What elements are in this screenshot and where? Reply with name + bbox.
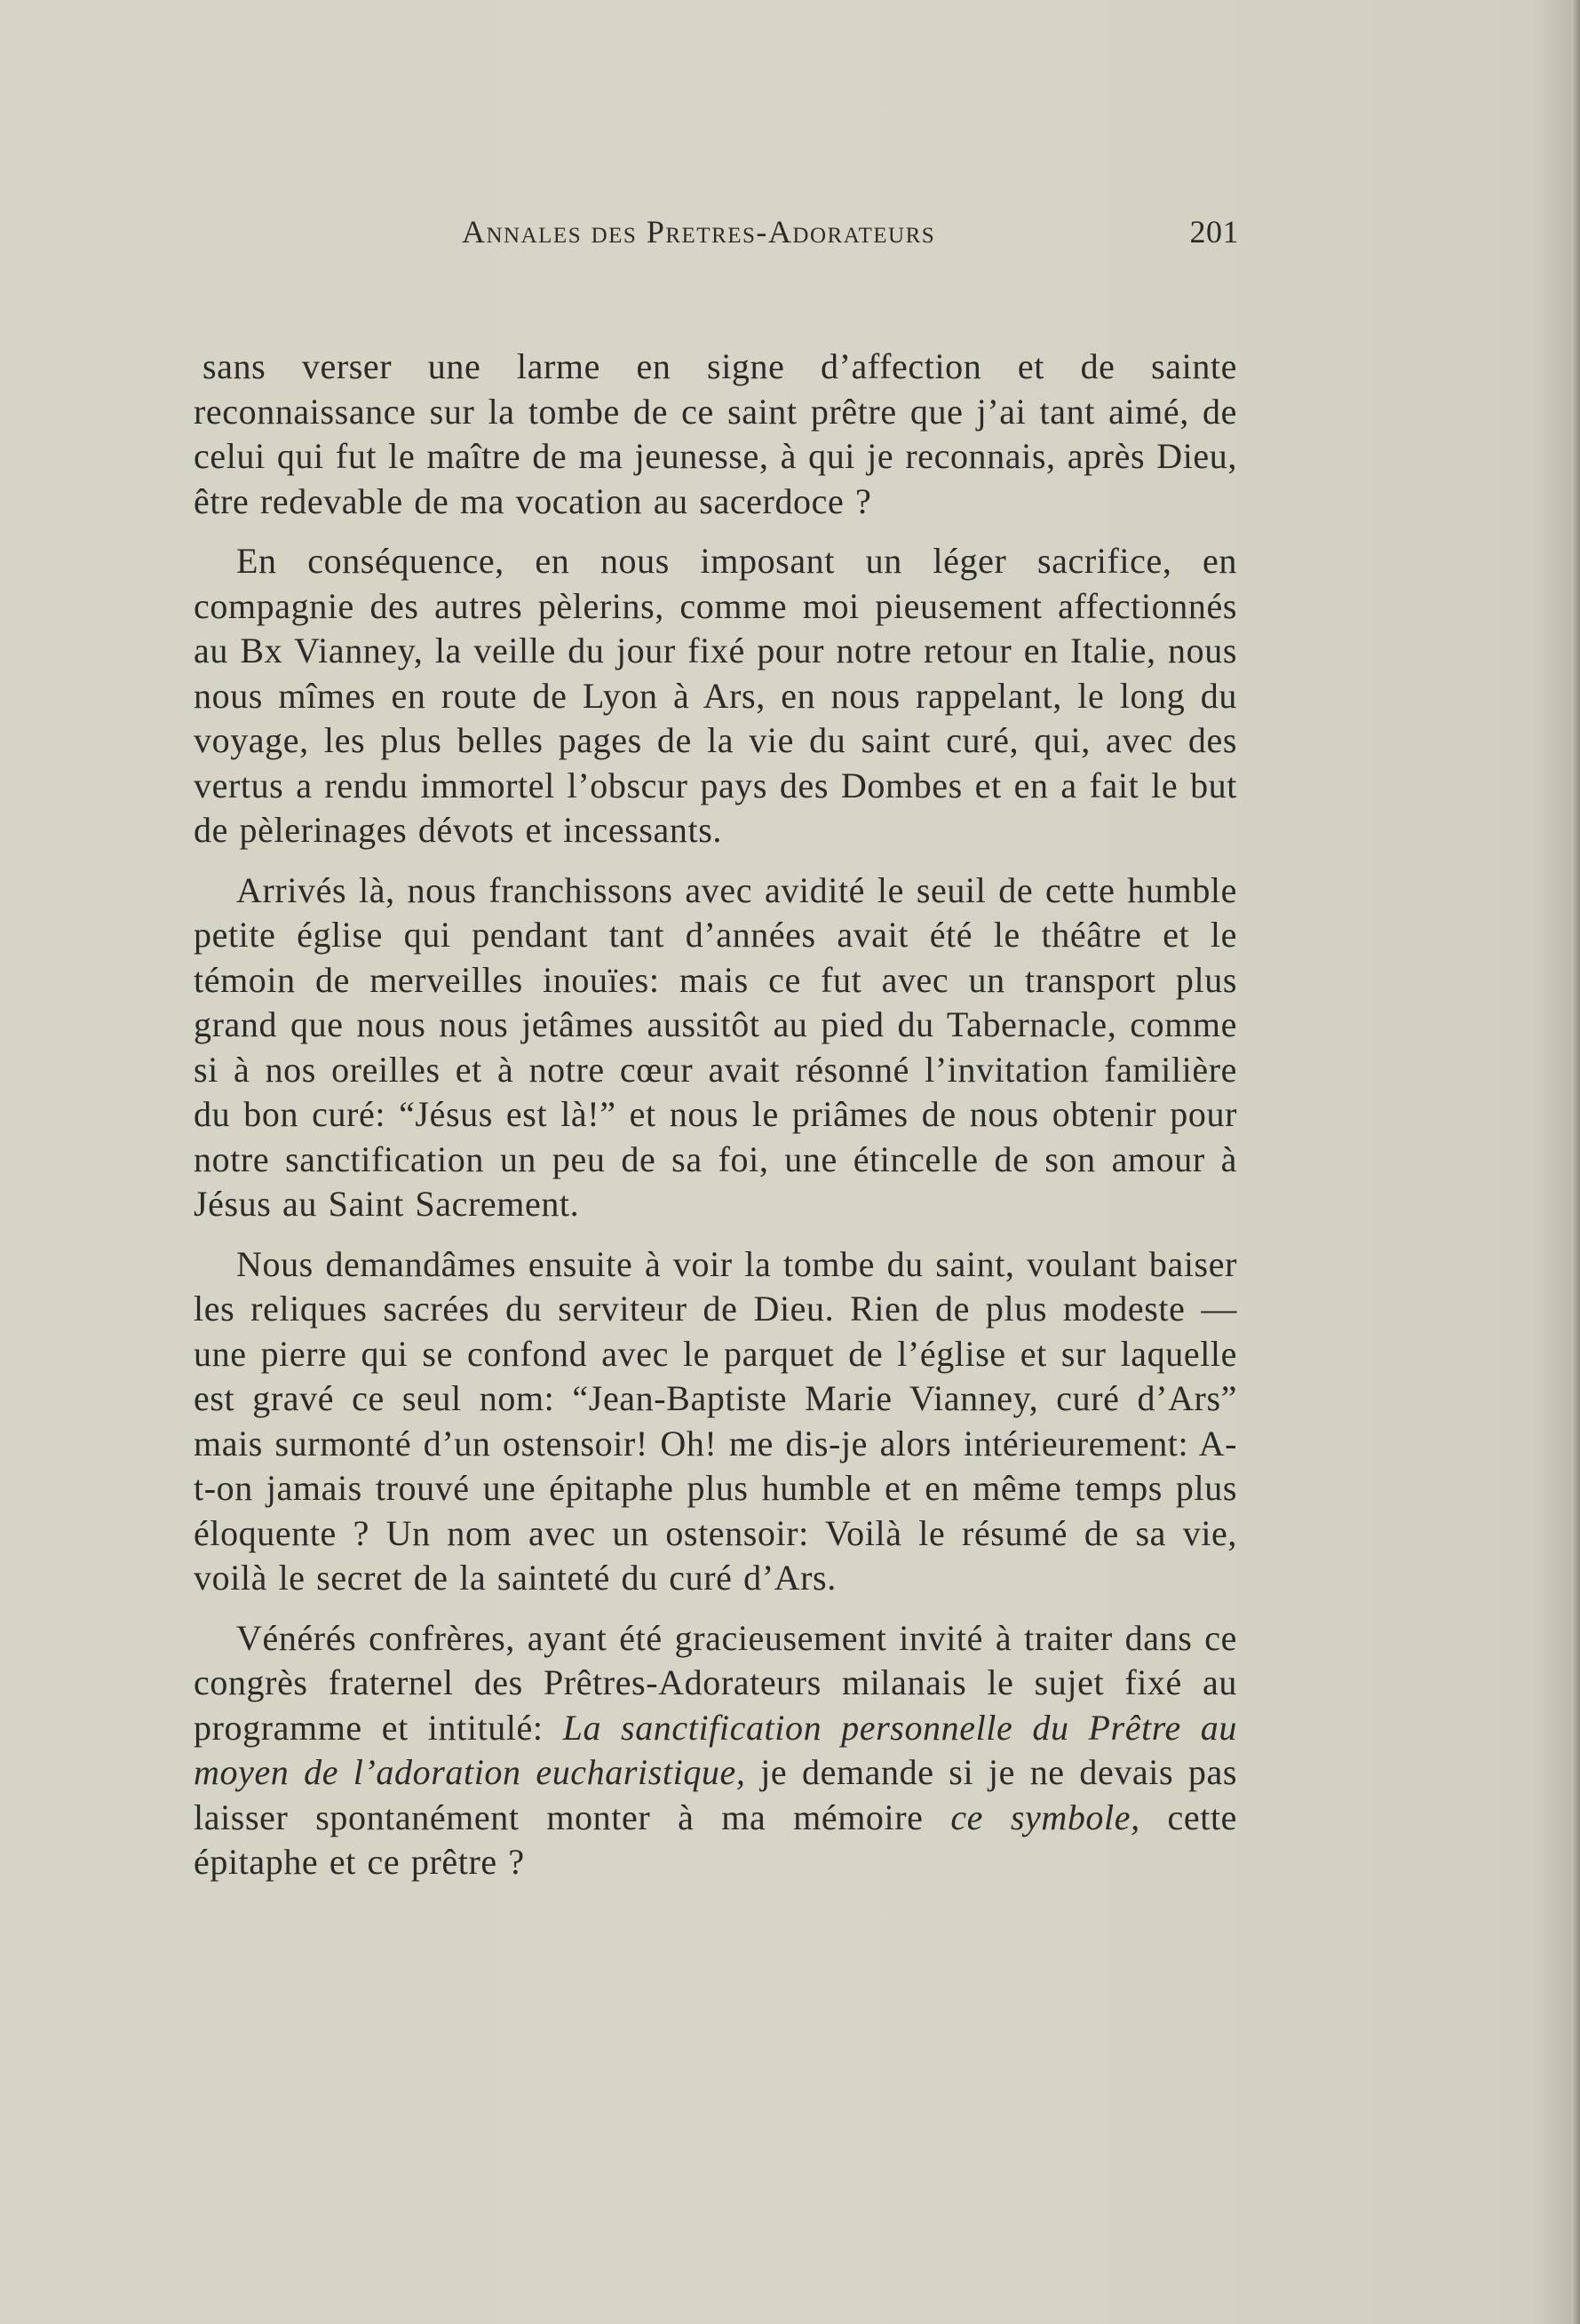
paragraph-5-intro: Vénérés confrères, ayant été gracieusement invité à traiter dans ce congrès fraternel des Prêtres-Adorateurs milanais le sujet fixé au programme et intitulé: (194, 1617, 1237, 1748)
paragraph-3: Arrivés là, nous franchissons avec avidité le seuil de cette humble petite église qui pendant tant d’années avait été le théâtre et le témoin de merveilles inouïes: mais ce fut avec un transport plus grand que nous nous jetâmes aussitôt au pied du Tabernacle, comme si à nos oreilles et à notre cœur avait résonné l’invitation familière du bon curé: “Jésus est là!” et nous le priâmes de nous obtenir pour notre sanctification un peu de sa foi, une étincelle de son amour à Jésus au Saint Sacrement. (194, 869, 1237, 1224)
paragraph-5 (194, 1616, 1237, 1885)
paragraph-5-middle: je demande si je ne devais pas laisser spontanément monter à ma mémoire (194, 1752, 1237, 1837)
paragraph-1: sans verser une larme en signe d’affection et de sainte reconnaissance sur la tombe de ce saint prêtre que j’ai tant aimé, de celui qui fut le maître de ma jeunesse, à qui je reconnais, après Dieu, être redevable de ma vocation au sacerdoce ? (194, 346, 1237, 521)
page-edge (1571, 0, 1580, 2324)
body-text (194, 345, 1237, 1900)
page-header (462, 213, 1243, 258)
paragraph-4: Nous demandâmes ensuite à voir la tombe du saint, voulant baiser les reliques sacrées du serviteur de Dieu. Rien de plus modeste — une pierre qui se confond avec le parquet de l’église et sur laquelle est gravé ce seul nom: “Jean-Baptiste Marie Vianney, curé d’Ars” mais surmonté d’un ostensoir! Oh! me dis-je alors intérieurement: A-t-on jamais trouvé une épitaphe plus humble et en même temps plus éloquente ? Un nom avec un ostensoir: Voilà le résumé de sa vie, voilà le secret de la sainteté du curé d’Ars. (194, 1243, 1237, 1598)
symbol-phrase: ce symbole, (950, 1797, 1140, 1837)
running-title: Annales des Pretres-Adorateurs (462, 214, 936, 250)
paragraph-2: En conséquence, en nous imposant un léger sacrifice, en compagnie des autres pèlerins, comme moi pieusement affectionnés au Bx Vianney, la veille du jour fixé pour notre retour en Italie, nous nous mîmes en route de Lyon à Ars, en nous rappelant, le long du voyage, les plus belles pages de la vie du saint curé, qui, avec des vertus a rendu immortel l’obscur pays des Dombes et en a fait le but de pèlerinages dévots et incessants. (194, 541, 1237, 850)
paragraph-5-end: cette épitaphe et ce prêtre ? (194, 1797, 1238, 1882)
page-number: 201 (1189, 214, 1239, 250)
talk-title: La sanctification personnelle du Prêtre au moyen de l’adoration eucharistique, (194, 1707, 1237, 1792)
